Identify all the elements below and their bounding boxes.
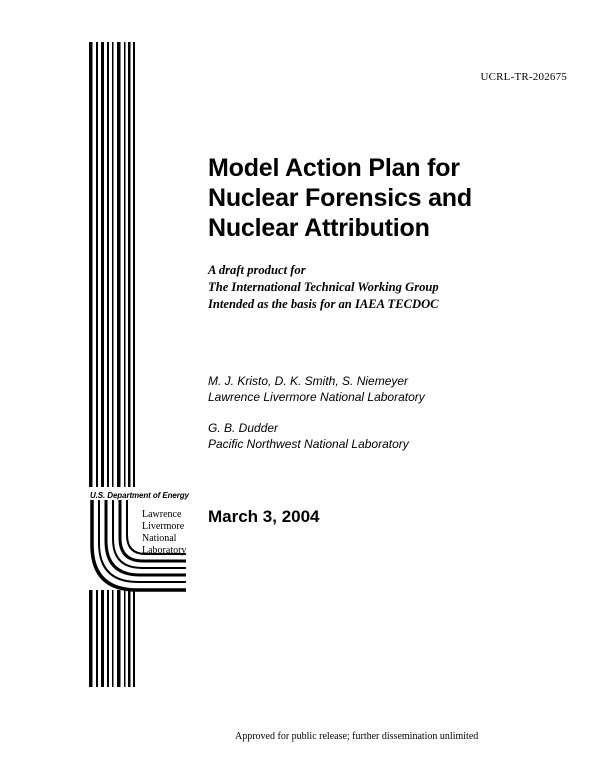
vertical-bar: [107, 42, 109, 487]
author-group: [208, 420, 578, 452]
author-group: [208, 373, 578, 405]
subtitle-line: The International Technical Working Group: [208, 280, 439, 294]
lab-name-line: Lawrence: [142, 509, 182, 520]
vertical-bar: [96, 42, 98, 487]
release-statement: Approved for public release; further dissemination unlimited: [235, 731, 479, 742]
vertical-bar: [107, 590, 109, 687]
vertical-bar: [128, 590, 131, 687]
lab-name: [142, 509, 186, 557]
vertical-bar: [124, 42, 126, 487]
title-line: Model Action Plan for: [208, 154, 460, 182]
author-affiliation: Pacific Northwest National Laboratory: [208, 437, 409, 451]
vertical-bar: [124, 590, 126, 687]
title-line: Nuclear Attribution: [208, 214, 430, 242]
author-names: M. J. Kristo, D. K. Smith, S. Niemeyer: [208, 374, 409, 388]
vertical-bar: [112, 42, 114, 487]
subtitle-line: A draft product for: [208, 263, 306, 277]
author-affiliation: Lawrence Livermore National Laboratory: [208, 390, 425, 404]
report-number: UCRL-TR-202675: [480, 71, 567, 83]
author-names: G. B. Dudder: [208, 421, 279, 435]
vertical-bar: [117, 42, 121, 487]
lab-name-line: Livermore: [142, 521, 185, 532]
vertical-bar: [101, 42, 104, 487]
publication-date: March 3, 2004: [208, 507, 320, 526]
vertical-bar: [89, 42, 93, 487]
vertical-bar: [128, 42, 131, 487]
vertical-bar: [89, 590, 93, 687]
vertical-bar: [117, 590, 121, 687]
document-subtitle: [208, 262, 578, 313]
vertical-bar: [96, 590, 98, 687]
vertical-bar: [101, 590, 104, 687]
lab-name-line: National: [142, 533, 177, 544]
lab-name-line: Laboratory: [142, 545, 187, 556]
vertical-bar: [133, 590, 135, 687]
vertical-bar: [133, 42, 135, 487]
title-line: Nuclear Forensics and: [208, 184, 472, 212]
subtitle-line: Intended as the basis for an IAEA TECDOC: [208, 297, 439, 311]
agency-label: U.S. Department of Energy: [90, 491, 189, 500]
document-title: [208, 153, 588, 243]
vertical-bar: [112, 590, 114, 687]
